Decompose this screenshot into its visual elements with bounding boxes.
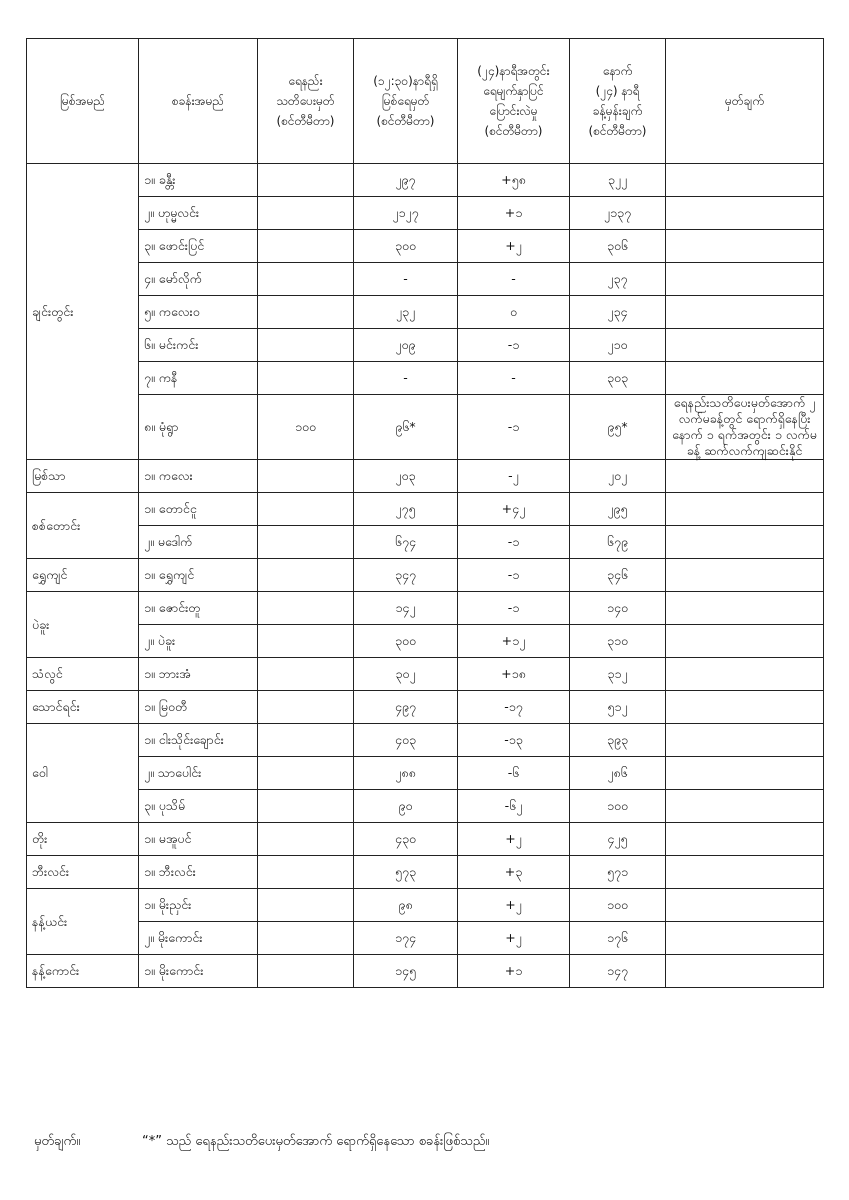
change-cell: +၂	[458, 823, 570, 856]
station-name: ၂။ သာပေါင်း	[139, 757, 258, 790]
table-row	[27, 296, 824, 329]
station-name: ၁။ မိုးညှင်း	[139, 889, 258, 922]
current-level-cell: ၂၉၇	[354, 164, 458, 197]
footnote-label: မှတ်ချက်။	[34, 1134, 81, 1149]
table-row	[27, 691, 824, 724]
forecast-cell: ၃၀၆	[570, 230, 666, 263]
alert-level-cell	[258, 164, 354, 197]
current-level-cell: ၂၃၂	[354, 296, 458, 329]
river-name: ဝေါ	[27, 724, 139, 823]
change-cell: +၂	[458, 889, 570, 922]
header-station: စခန်းအမည်	[139, 39, 258, 164]
station-name: ၁။ ဘီးလင်း	[139, 856, 258, 889]
river-name: သောင်ရင်း	[27, 691, 139, 724]
table-row	[27, 658, 824, 691]
change-cell: -၁	[458, 329, 570, 362]
alert-level-cell	[258, 493, 354, 526]
station-name: ၁။ ခန္တီး	[139, 164, 258, 197]
change-cell: -၁	[458, 559, 570, 592]
remark-cell	[666, 625, 824, 658]
table-row	[27, 856, 824, 889]
change-cell: +၁	[458, 197, 570, 230]
header-remark: မှတ်ချက်	[666, 39, 824, 164]
current-level-cell: -	[354, 362, 458, 395]
current-level-cell: ၄၃၀	[354, 823, 458, 856]
change-cell: +၂	[458, 922, 570, 955]
table-row	[27, 955, 824, 988]
forecast-cell: ၃၄၆	[570, 559, 666, 592]
change-cell: +၂	[458, 230, 570, 263]
current-level-cell: ၃၀၂	[354, 658, 458, 691]
river-name: ဘီးလင်း	[27, 856, 139, 889]
forecast-cell: ၄၂၅	[570, 823, 666, 856]
station-name: ၂။ ဟုမ္မလင်း	[139, 197, 258, 230]
alert-level-cell	[258, 296, 354, 329]
remark-cell	[666, 526, 824, 559]
change-cell: ၀	[458, 296, 570, 329]
station-name: ၁။ မအူပင်	[139, 823, 258, 856]
header-river: မြစ်အမည်	[27, 39, 139, 164]
footnote	[34, 1133, 824, 1152]
remark-cell	[666, 856, 824, 889]
alert-level-cell	[258, 724, 354, 757]
remark-cell	[666, 460, 824, 493]
forecast-cell: ၁၄၇	[570, 955, 666, 988]
alert-level-cell	[258, 790, 354, 823]
table-row	[27, 625, 824, 658]
alert-level-cell	[258, 889, 354, 922]
forecast-cell: ၃၁၂	[570, 658, 666, 691]
station-name: ၄။ မော်လိုက်	[139, 263, 258, 296]
table-row	[27, 724, 824, 757]
alert-level-cell	[258, 362, 354, 395]
current-level-cell: ၃၄၇	[354, 559, 458, 592]
change-cell: +၁	[458, 955, 570, 988]
river-name: စစ်တောင်း	[27, 493, 139, 559]
alert-level-cell	[258, 955, 354, 988]
station-name: ၁။ ဘားအံ	[139, 658, 258, 691]
table-row	[27, 164, 824, 197]
alert-level-cell	[258, 922, 354, 955]
forecast-cell: ၁၄၀	[570, 592, 666, 625]
footnote-text: “*” သည် ရေနည်းသတိပေးမှတ်အောက် ရောက်ရှိနေသော စခန်းဖြစ်သည်။	[142, 1134, 490, 1149]
alert-level-cell: ၁၀၀	[258, 395, 354, 460]
current-level-cell: ၆၇၄	[354, 526, 458, 559]
remark-cell: ရေနည်းသတိပေးမှတ်အောက် ၂ လက်မခန့်တွင် ရောက်ရှိနေပြီး နောက် ၁ ရက်အတွင်း ၁ လက်မခန့် ဆက်လက်ကျဆင်းနိုင်	[666, 395, 824, 460]
forecast-cell: ၁၀၀	[570, 889, 666, 922]
remark-cell	[666, 559, 824, 592]
remark-cell	[666, 493, 824, 526]
current-level-cell: ၉၈	[354, 889, 458, 922]
current-level-cell: ၂၈၈	[354, 757, 458, 790]
station-name: ၁။ ဇောင်းတူ	[139, 592, 258, 625]
remark-cell	[666, 757, 824, 790]
river-name: မြစ်သာ	[27, 460, 139, 493]
table-body	[27, 164, 824, 988]
remark-cell	[666, 955, 824, 988]
station-name: ၂။ မဒေါက်	[139, 526, 258, 559]
remark-cell	[666, 263, 824, 296]
table-row	[27, 197, 824, 230]
current-level-cell: ၂၁၂၇	[354, 197, 458, 230]
current-level-cell: ၁၇၄	[354, 922, 458, 955]
remark-cell	[666, 823, 824, 856]
forecast-cell: ၃၁၀	[570, 625, 666, 658]
alert-level-cell	[258, 559, 354, 592]
station-name: ၃။ ဖောင်းပြင်	[139, 230, 258, 263]
current-level-cell: ၉၀	[354, 790, 458, 823]
alert-level-cell	[258, 460, 354, 493]
station-name: ၁။ မြဝတီ	[139, 691, 258, 724]
station-name: ၅။ ကလေးဝ	[139, 296, 258, 329]
current-level-cell: ၉၆*	[354, 395, 458, 460]
river-name: သံလွင်	[27, 658, 139, 691]
remark-cell	[666, 691, 824, 724]
station-name: ၂။ မိုးကောင်း	[139, 922, 258, 955]
forecast-cell: ၂၉၅	[570, 493, 666, 526]
remark-cell	[666, 658, 824, 691]
alert-level-cell	[258, 625, 354, 658]
alert-level-cell	[258, 856, 354, 889]
station-name: ၂။ ပဲခူး	[139, 625, 258, 658]
header-forecast: နောက် (၂၄) နာရီ ခန့်မှန်းချက် (စင်တီမီတာ)	[570, 39, 666, 164]
alert-level-cell	[258, 757, 354, 790]
table-row	[27, 790, 824, 823]
current-level-cell: -	[354, 263, 458, 296]
table-row	[27, 263, 824, 296]
river-name: နန့်ယင်း	[27, 889, 139, 955]
change-cell: -၁၃	[458, 724, 570, 757]
change-cell: +၄၂	[458, 493, 570, 526]
table-row	[27, 559, 824, 592]
table-row	[27, 362, 824, 395]
forecast-cell: ၂၀၂	[570, 460, 666, 493]
alert-level-cell	[258, 230, 354, 263]
header-current-level: (၁၂:၃၀)နာရီရှိ မြစ်ရေမှတ် (စင်တီမီတာ)	[354, 39, 458, 164]
forecast-cell: ၃၉၃	[570, 724, 666, 757]
forecast-cell: ၉၅*	[570, 395, 666, 460]
forecast-cell: ၃၂၂	[570, 164, 666, 197]
alert-level-cell	[258, 592, 354, 625]
current-level-cell: ၄၀၃	[354, 724, 458, 757]
table-row	[27, 395, 824, 460]
station-name: ၁။ မိုးကောင်း	[139, 955, 258, 988]
change-cell: -၁	[458, 592, 570, 625]
change-cell: +၁၈	[458, 658, 570, 691]
remark-cell	[666, 197, 824, 230]
river-name: ပဲခူး	[27, 592, 139, 658]
station-name: ၁။ ရွှေကျင်	[139, 559, 258, 592]
remark-cell	[666, 724, 824, 757]
table-row	[27, 757, 824, 790]
alert-level-cell	[258, 526, 354, 559]
table-row	[27, 460, 824, 493]
remark-cell	[666, 790, 824, 823]
change-cell: -၂	[458, 460, 570, 493]
change-cell: +၁၂	[458, 625, 570, 658]
remark-cell	[666, 922, 824, 955]
table-row	[27, 889, 824, 922]
change-cell: -၆၂	[458, 790, 570, 823]
alert-level-cell	[258, 263, 354, 296]
station-name: ၁။ ငါးသိုင်းချောင်း	[139, 724, 258, 757]
table-row	[27, 922, 824, 955]
current-level-cell: ၂၀၃	[354, 460, 458, 493]
forecast-cell: ၂၃၄	[570, 296, 666, 329]
header-alert-level: ရေနည်း သတိပေးမှတ် (စင်တီမီတာ)	[258, 39, 354, 164]
table-row	[27, 493, 824, 526]
table-row	[27, 526, 824, 559]
current-level-cell: ၃၀၀	[354, 230, 458, 263]
alert-level-cell	[258, 823, 354, 856]
river-name: ချင်းတွင်း	[27, 164, 139, 460]
remark-cell	[666, 329, 824, 362]
change-cell: -	[458, 263, 570, 296]
remark-cell	[666, 362, 824, 395]
current-level-cell: ၁၄၅	[354, 955, 458, 988]
forecast-cell: ၂၁၀	[570, 329, 666, 362]
forecast-cell: ၃၀၃	[570, 362, 666, 395]
current-level-cell: ၄၉၇	[354, 691, 458, 724]
change-cell: -၁	[458, 395, 570, 460]
change-cell: +၃	[458, 856, 570, 889]
change-cell: +၅၈	[458, 164, 570, 197]
alert-level-cell	[258, 658, 354, 691]
remark-cell	[666, 592, 824, 625]
remark-cell	[666, 889, 824, 922]
forecast-cell: ၁၇၆	[570, 922, 666, 955]
river-level-table	[26, 38, 824, 988]
station-name: ၈။ မုံရွာ	[139, 395, 258, 460]
alert-level-cell	[258, 691, 354, 724]
station-name: ၆။ မင်းကင်း	[139, 329, 258, 362]
change-cell: -၆	[458, 757, 570, 790]
current-level-cell: ၃၀၀	[354, 625, 458, 658]
table-row	[27, 329, 824, 362]
current-level-cell: ၂၀၉	[354, 329, 458, 362]
station-name: ၃။ ပုသိမ်	[139, 790, 258, 823]
station-name: ၁။ တောင်ငူ	[139, 493, 258, 526]
current-level-cell: ၂၇၅	[354, 493, 458, 526]
current-level-cell: ၅၇၃	[354, 856, 458, 889]
current-level-cell: ၁၄၂	[354, 592, 458, 625]
remark-cell	[666, 296, 824, 329]
forecast-cell: ၅၇၁	[570, 856, 666, 889]
alert-level-cell	[258, 329, 354, 362]
river-name: ရွှေကျင်	[27, 559, 139, 592]
forecast-cell: ၂၁၃၇	[570, 197, 666, 230]
station-name: ၇။ ကနီ	[139, 362, 258, 395]
change-cell: -	[458, 362, 570, 395]
change-cell: -၁	[458, 526, 570, 559]
forecast-cell: ၅၁၂	[570, 691, 666, 724]
station-name: ၁။ ကလေး	[139, 460, 258, 493]
table-row	[27, 823, 824, 856]
remark-cell	[666, 164, 824, 197]
header-24h-change: (၂၄)နာရီအတွင်း ရေမျက်နှာပြင် ပြောင်းလဲမှု (စင်တီမီတာ)	[458, 39, 570, 164]
remark-cell	[666, 230, 824, 263]
alert-level-cell	[258, 197, 354, 230]
change-cell: -၁၇	[458, 691, 570, 724]
river-name: တိုး	[27, 823, 139, 856]
forecast-cell: ၂၃၇	[570, 263, 666, 296]
forecast-cell: ၆၇၉	[570, 526, 666, 559]
table-row	[27, 230, 824, 263]
forecast-cell: ၁၀၀	[570, 790, 666, 823]
forecast-cell: ၂၈၆	[570, 757, 666, 790]
table-row	[27, 592, 824, 625]
river-name: နန့်ကောင်း	[27, 955, 139, 988]
header-row	[27, 39, 824, 164]
